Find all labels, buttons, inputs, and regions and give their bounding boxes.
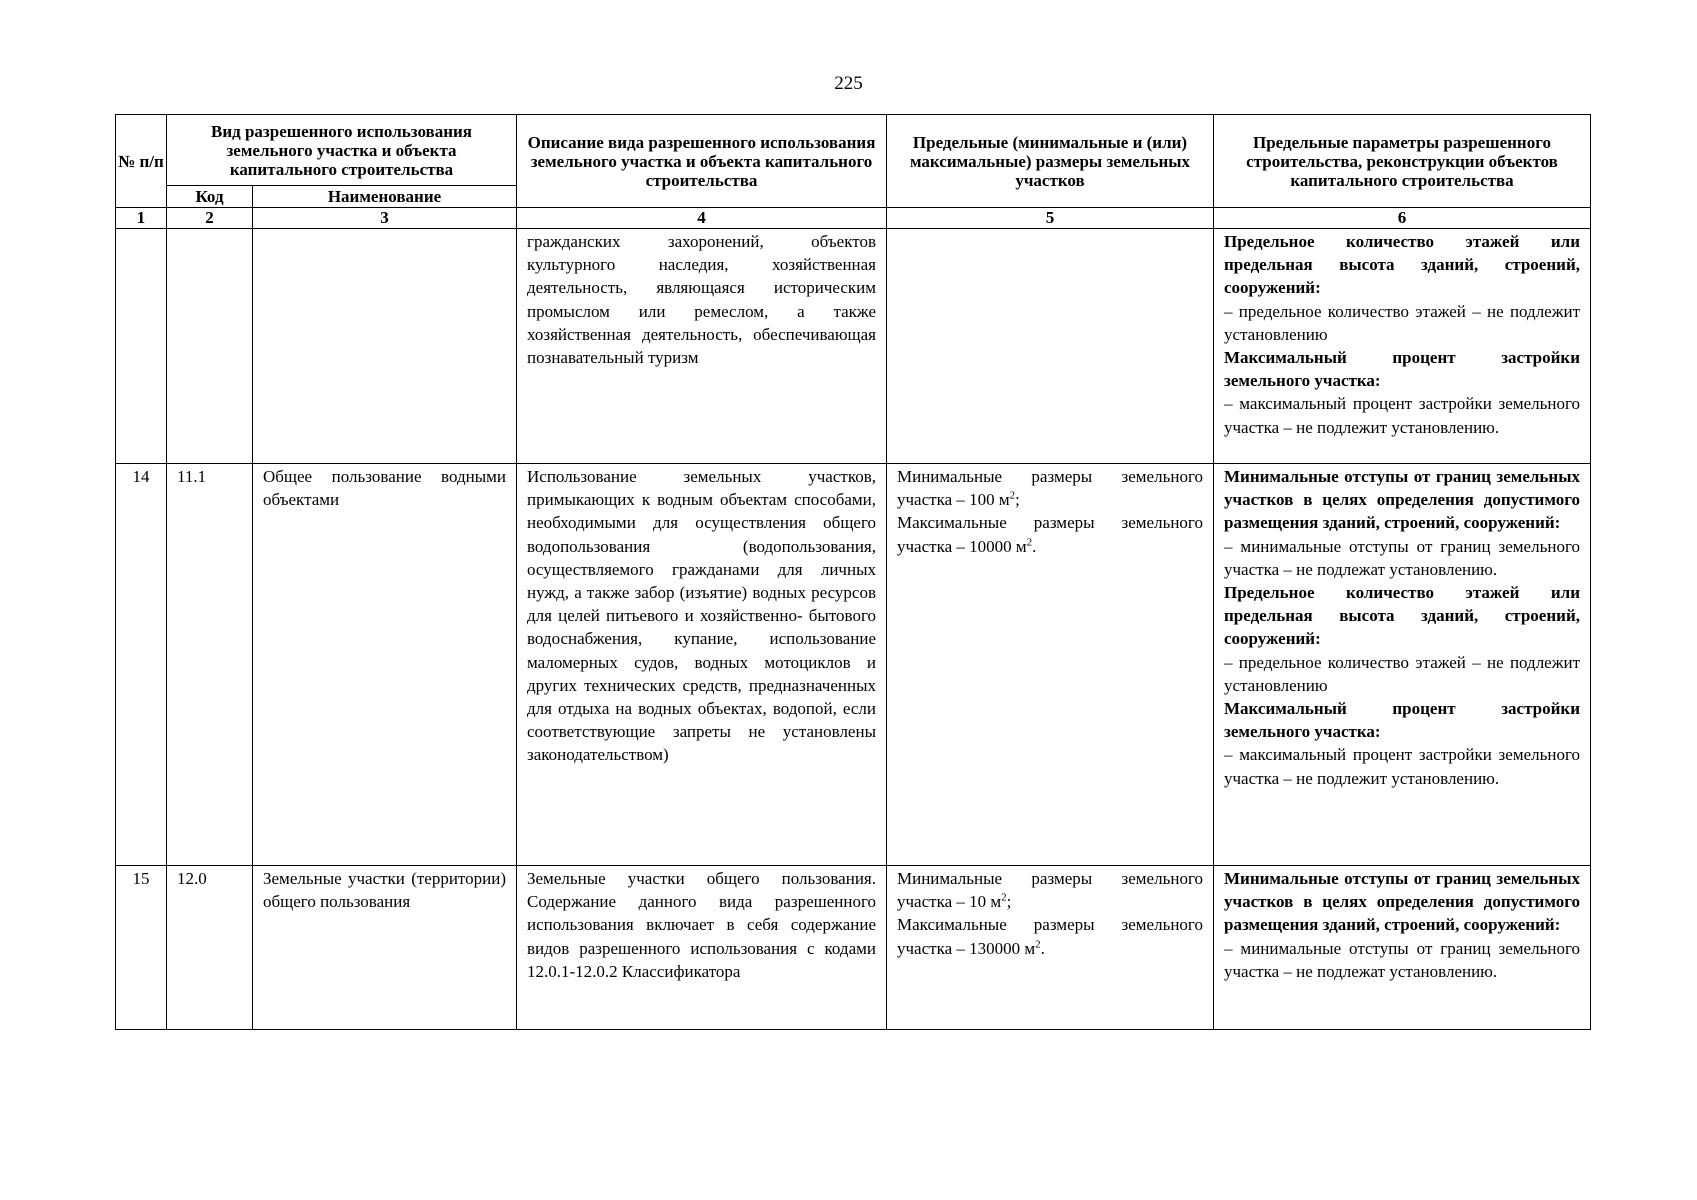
row-desc: Земельные участки общего пользования. Содержание данного вида разрешенного использования включает в себя содержание видов разрешенного использования с кодами 12.0.1-12.0.2 Классификатора	[527, 869, 876, 981]
row-size	[887, 229, 1213, 232]
column-number: 2	[167, 208, 253, 229]
table-row	[116, 229, 1591, 464]
row-num	[116, 229, 166, 232]
row-code: 12.0	[177, 869, 207, 888]
size-max: Максимальные размеры земельного участка – 10000 $м^2$.	[897, 513, 1203, 556]
column-number: 5	[887, 208, 1214, 229]
row-size	[887, 464, 1213, 560]
size-min: Минимальные размеры земельного участка – 10 $м^2$;	[897, 869, 1203, 912]
row-name: Общее пользование водными объектами	[263, 467, 506, 510]
param-value: – предельное количество этажей – не подлежит установлению	[1224, 301, 1580, 344]
size-max: Максимальные размеры земельного участка – 130000 $м^2$.	[897, 915, 1203, 958]
param-heading: Предельное количество этажей или предельная высота зданий, строений, сооружений:	[1224, 583, 1580, 649]
row-params	[1214, 464, 1590, 792]
land-use-table	[115, 114, 1591, 1030]
param-heading: Минимальные отступы от границ земельных участков в целях определения допустимого размещения зданий, строений, сооружений:	[1224, 869, 1580, 935]
param-value: – минимальные отступы от границ земельного участка – не подлежат установлению.	[1224, 536, 1580, 579]
row-size	[887, 866, 1213, 962]
param-heading: Минимальные отступы от границ земельных участков в целях определения допустимого размещения зданий, строений, сооружений:	[1224, 467, 1580, 533]
header-params: Предельные параметры разрешенного строительства, реконструкции объектов капитального строительства	[1214, 115, 1591, 208]
row-code	[167, 229, 252, 232]
row-params	[1214, 229, 1590, 441]
header-desc: Описание вида разрешенного использования земельного участка и объекта капитального строительства	[517, 115, 887, 208]
param-value: – максимальный процент застройки земельного участка – не подлежит установлению.	[1224, 745, 1580, 788]
column-number: 1	[116, 208, 167, 229]
table-row	[116, 464, 1591, 866]
header-group: Вид разрешенного использования земельного участка и объекта капитального строительства	[167, 115, 517, 186]
page-number: 225	[834, 73, 863, 94]
column-number: 4	[517, 208, 887, 229]
row-num: 14	[132, 467, 150, 486]
param-value: – максимальный процент застройки земельного участка – не подлежит установлению.	[1224, 394, 1580, 437]
param-heading: Максимальный процент застройки земельного участка:	[1224, 699, 1580, 742]
param-heading: Предельное количество этажей или предельная высота зданий, строений, сооружений:	[1224, 232, 1580, 298]
size-min: Минимальные размеры земельного участка – 100 $м^2$;	[897, 467, 1203, 510]
column-number: 6	[1214, 208, 1591, 229]
param-heading: Максимальный процент застройки земельного участка:	[1224, 348, 1580, 391]
header-size: Предельные (минимальные и (или) максимальные) размеры земельных участков	[887, 115, 1214, 208]
param-value: – минимальные отступы от границ земельного участка – не подлежат установлению.	[1224, 938, 1580, 981]
row-desc: гражданских захоронений, объектов культурного наследия, хозяйственная деятельность, являющаяся историческим промыслом или ремеслом, а также хозяйственная деятельность, обеспечивающая познавательный туризм	[527, 232, 876, 368]
row-desc: Использование земельных участков, примыкающих к водным объектам способами, необходимыми для осуществления общего водопользования (водопользования, осуществляемого гражданами для личных нужд, а также забор (изъятие) водных ресурсов для целей питьевого и хозяйственно- бытового водоснабжения, купание, использование маломерных судов, водных мотоциклов и других технических средств, предназначенных для отдыха на водных объектах, водопой, если соответствующие запреты не установлены законодательством)	[527, 467, 876, 765]
row-name: Земельные участки (территории) общего пользования	[263, 869, 506, 912]
header-code: Код	[167, 186, 253, 208]
column-number: 3	[253, 208, 517, 229]
row-code: 11.1	[177, 467, 207, 486]
row-num: 15	[132, 869, 150, 888]
row-params	[1214, 866, 1590, 985]
row-name	[253, 229, 516, 232]
header-name: Наименование	[253, 186, 517, 208]
table-row	[116, 866, 1591, 1030]
header-num: № п/п	[116, 115, 167, 208]
param-value: – предельное количество этажей – не подлежит установлению	[1224, 652, 1580, 695]
